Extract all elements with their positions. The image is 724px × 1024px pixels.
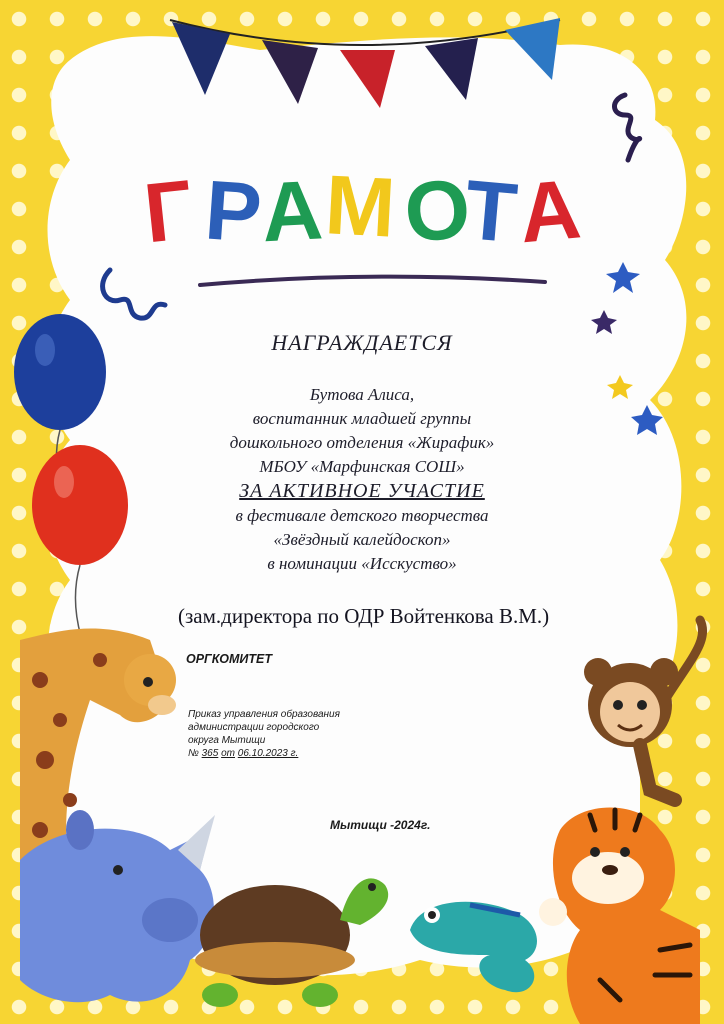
festival-nomination: в номинации «Исскуство» bbox=[267, 554, 457, 573]
order-date-prefix: от bbox=[221, 748, 235, 759]
order-line-2: администрации городского bbox=[188, 722, 320, 733]
svg-text:А: А bbox=[515, 161, 585, 261]
order-date: 06.10.2023 г. bbox=[237, 748, 299, 759]
awardee-block bbox=[0, 383, 724, 503]
svg-text:Т: Т bbox=[461, 162, 521, 261]
order-number-line bbox=[188, 747, 388, 760]
svg-text:М: М bbox=[322, 157, 398, 255]
order-line-1: Приказ управления образования bbox=[188, 709, 340, 720]
festival-block bbox=[0, 504, 724, 576]
festival-line-1: в фестивале детского творчества bbox=[235, 506, 489, 525]
award-reason: ЗА АКТИВНОЕ УЧАСТИЕ bbox=[239, 480, 485, 502]
awardee-school: МБОУ «Марфинская СОШ» bbox=[259, 457, 465, 476]
svg-text:Р: Р bbox=[202, 162, 265, 261]
order-number-prefix: № bbox=[188, 748, 199, 759]
awardee-name: Бутова Алиса, bbox=[309, 385, 415, 404]
org-committee: ОРГКОМИТЕТ bbox=[186, 652, 272, 666]
signer: (зам.директора по ОДР Войтенкова В.М.) bbox=[178, 604, 550, 628]
awardee-department: дошкольного отделения «Жирафик» bbox=[229, 433, 495, 452]
order-number: 365 bbox=[201, 748, 219, 759]
festival-name: «Звёздный калейдоскоп» bbox=[273, 530, 451, 549]
place-date: Мытищи -2024г. bbox=[330, 818, 431, 832]
heading: НАГРАЖДАЕТСЯ bbox=[271, 330, 453, 355]
svg-text:Г: Г bbox=[139, 161, 197, 261]
order-line-3: округа Мытищи bbox=[188, 735, 266, 746]
awardee-group: воспитанник младшей группы bbox=[252, 409, 472, 428]
tiger bbox=[539, 808, 700, 1024]
chameleon bbox=[410, 902, 537, 992]
order-reference bbox=[188, 708, 388, 760]
svg-text:А: А bbox=[259, 162, 325, 260]
svg-text:О: О bbox=[401, 161, 474, 260]
